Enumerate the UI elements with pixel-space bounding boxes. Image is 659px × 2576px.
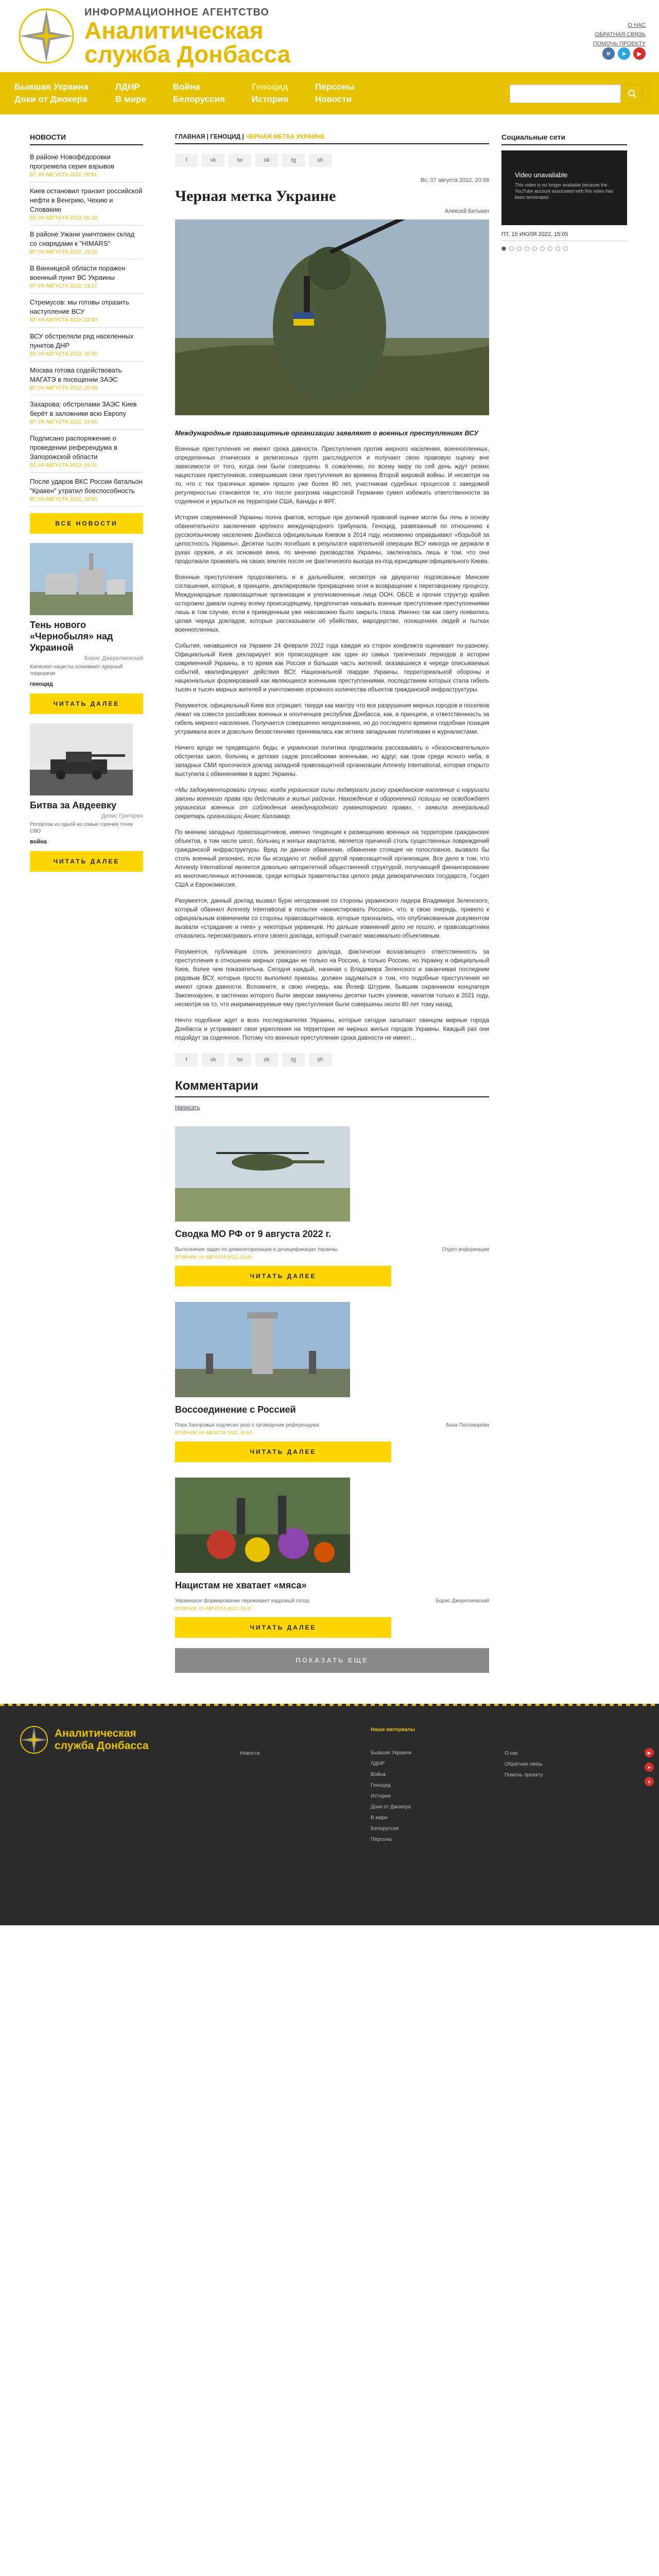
about-link[interactable]: О НАС — [628, 22, 646, 28]
show-more-button[interactable]: ПОКАЗАТЬ ЕЩЕ — [175, 1648, 489, 1673]
footer-material-link[interactable]: Доки от Джокера — [371, 1804, 411, 1810]
news-item-date: ВТ, 09 АВГУСТА 2022, 22:50 — [30, 317, 97, 323]
nav-war[interactable]: Война — [172, 82, 200, 92]
news-item[interactable] — [30, 148, 143, 182]
carousel-dot[interactable] — [501, 246, 506, 251]
carousel-dots — [501, 246, 627, 251]
footer-material-link[interactable]: История — [371, 1793, 391, 1799]
read-more-button[interactable]: ЧИТАТЬ ДАЛЕЕ — [175, 1617, 391, 1638]
article-column — [175, 133, 489, 1673]
news-item[interactable] — [30, 182, 143, 226]
footer-stripe — [0, 1704, 659, 1706]
news-item-title[interactable]: Киев остановил транзит российской нефти в Венгрию, Чехию и Словакию — [30, 187, 143, 213]
footer-material-link[interactable]: Геноцид — [371, 1783, 391, 1788]
news-item[interactable] — [30, 396, 143, 430]
footer-material-link[interactable]: В мире — [371, 1815, 388, 1821]
facebook-share-icon[interactable]: f — [175, 1053, 198, 1066]
youtube-icon[interactable]: ▶ — [633, 47, 646, 60]
news-list — [30, 148, 143, 507]
article-paragraph: По мнению западных правозащитников, именно тенденция к размещению военных на территории гражданских объектов, в том числе школ, больниц и жилых кварталов, является причиной столь существенных повреждений гражданской инфраструктуры. Вряд ли данное обвинение, обвинение стоящее не голословное, вызвало бы столь военный резонанс, если бы исходило от любой другой правозащитной организации. Все дело в том, что Amnesty International является довольно авторитетной общественной структурой, получающей финансирование из многочисленных источников, среди которых правительства целого ряда демократических государств, Госдеп США и Еврокомиссия. — [175, 829, 489, 888]
news-item[interactable] — [30, 294, 143, 328]
footer-col-about — [505, 1748, 543, 1781]
main-nav — [0, 72, 659, 114]
search-input[interactable] — [510, 84, 621, 103]
related-article-1 — [175, 1126, 489, 1286]
news-item-date: ВТ, 09 АВГУСТА 2022, 18:50 — [30, 497, 97, 502]
nav-ldnr[interactable]: ЛДНР — [115, 82, 140, 92]
footer-material-link[interactable]: ЛДНР — [371, 1761, 385, 1767]
related-image[interactable] — [175, 1302, 350, 1397]
feedback-link[interactable]: ОБРАТНАЯ СВЯЗЬ — [595, 31, 646, 38]
search-box — [510, 84, 644, 103]
news-item-title[interactable]: Захарова: обстрелами ЗАЭС Киев берёт в заложники всю Европу — [30, 400, 137, 417]
article-paragraph: Разумеется, официальный Киев все отрицает, твердя как мантру что все разрушения мирных городов и поселков лежат на совести российских военных и ополченцев республик Донбасса, как, в принципе, и ответственность за гибель мирного населения. Получается совершенно неоднозначно, но до последнего времени подобная позиция устраивала всех и довольно беззастенчиво принималась как истина западными политиками и журналистами. — [175, 703, 489, 735]
news-item-title[interactable]: Подписано распоряжение о проведении референдума в Запорожской области — [30, 434, 117, 461]
news-item-date: ВТ, 09 АВГУСТА 2022, 20:45 — [30, 351, 97, 357]
carousel-dot[interactable] — [517, 246, 522, 251]
footer — [0, 1704, 659, 1925]
news-item-title[interactable]: В Винницкой области поражен военный пункт ВС Украины — [30, 264, 126, 281]
read-more-button[interactable]: ЧИТАТЬ ДАЛЕЕ — [30, 851, 143, 872]
related-author: Отдел информации — [442, 1247, 489, 1252]
news-item[interactable] — [30, 362, 143, 396]
carousel-dot[interactable] — [532, 246, 537, 251]
youtube-icon[interactable]: ▶ — [645, 1748, 654, 1757]
news-item-title[interactable]: Москва готова содействовать МАГАТЭ в посещении ЗАЭС — [30, 366, 122, 383]
side-card-title[interactable]: Тень нового «Чернобыля» над Украиной — [30, 620, 113, 653]
related-summary: Пока Запорожья подписал указ о проведении референдума — [175, 1422, 319, 1428]
carousel-dot[interactable] — [556, 246, 560, 251]
footer-material-link[interactable]: Война — [371, 1772, 386, 1777]
read-more-button[interactable]: ЧИТАТЬ ДАЛЕЕ — [175, 1266, 391, 1286]
footer-materials-heading: Наши материалы — [371, 1727, 415, 1733]
donate-link[interactable]: ПОМОЧЬ ПРОЕКТУ — [593, 41, 646, 47]
news-item-title[interactable]: В районе Новофёдоровки прогремела серия взрывов — [30, 153, 114, 170]
related-article-3 — [175, 1478, 489, 1638]
vk-icon[interactable]: в — [645, 1777, 654, 1786]
logo-emblem-icon — [19, 1724, 49, 1755]
video-date: ПТ, 15 ИЮЛЯ 2022, 15:05 — [501, 231, 627, 241]
news-item[interactable] — [30, 473, 143, 507]
nav-ex-ukraine[interactable]: Бывшая Украина — [14, 82, 89, 92]
side-card-summary: Репортаж из одной из самых горячих точек СВО — [30, 822, 133, 834]
logo-title-1: Аналитическая — [84, 16, 264, 44]
footer-material-link[interactable]: Персоны — [371, 1837, 392, 1842]
news-item-date: ВТ, 09 АВГУСТА 2022, 19:31 — [30, 463, 97, 468]
related-summary: Украинское формирование переживает кадровый голод — [175, 1598, 309, 1604]
news-item-date: ВТ, 09 АВГУСТА 2022, 19:56 — [30, 419, 97, 425]
side-card-image[interactable] — [30, 723, 133, 795]
search-button[interactable] — [621, 84, 644, 103]
social-top — [602, 47, 646, 60]
vk-icon[interactable]: в — [602, 47, 615, 60]
news-item-date: ВТ, 09 АВГУСТА 2022, 00:51 — [30, 172, 97, 178]
article-paragraph: Ничего вроде не предвещало беды, и украинская политика продолжала рассказывать о «безосновательных» обстрелах школ, больниц и детских садов российскими военными, но вдруг, как гром среди ясного неба, в западных СМИ просочился доклад западной правозащитной организации Amnesty International, которая открыто выступила с обвинениями в адрес Украины. — [175, 745, 489, 777]
footer-material-link[interactable]: Белоруссия — [371, 1826, 399, 1832]
news-item-title[interactable]: ВСУ обстреляли ряд населенных пунктов ДНР — [30, 332, 134, 349]
site-logo[interactable] — [15, 5, 290, 67]
share-bar-top — [175, 154, 489, 167]
article-paragraph: Нечто подобное ждет в всех последователях Украины, которые сегодня засыпают свинцом мирные города Донбасса и устраивают свои укрепления на территории не мирных жилых городов Украины. Каждый раз они подойдут за содеянное. Потому что военные преступления срока давности не имеют… — [175, 1018, 489, 1041]
carousel-dot[interactable] — [540, 246, 545, 251]
article-paragraph: «Мы задокументировали случаи, когда украинские силы подвергали риску гражданское население и нарушали законы военного права при действиях в жилых районах. Нахождение в обороненной позиции не освобождает украинских военных от соблюдения международного гуманитарного права», - заявила генеральный секретарь организации Аниес Калламар. — [175, 787, 489, 820]
related-author: Борис Джерелиевский — [436, 1598, 489, 1604]
related-date: ВТОРНИК, 09 АВГУСТА 2022, 22:45 — [175, 1255, 252, 1260]
video-unavailable-text: This video is no longer available because the YouTube account associated with this video has been terminated. — [515, 182, 613, 200]
carousel-dot[interactable] — [509, 246, 514, 251]
nav-genocide[interactable]: Геноцид — [251, 82, 288, 92]
related-summary: Выполнение задач по демилитаризации и денацификации Украины — [175, 1247, 338, 1252]
vk-share-icon[interactable]: vk — [202, 1053, 224, 1066]
share-icon[interactable]: sh — [309, 154, 332, 167]
side-card-author: Денис Григорюк — [101, 813, 143, 819]
article-paragraph: Военные преступления продолжились и в дальнейшем, несмотря на двукратно подписанные Минские соглашения, которые, в принципе, декларировали прекращение огня и возвращение к переговорному процессу. Международные правозащитные организации и уполномоченные лица ООН, ОБСЕ и прочих структур крайне осторожно давали оценку всему происходящему, предпочитая называть военные преступления преступлениями лишь в том случае, если к приведенным уже невозможно было закрыть глаза. Именно так как свету появились целая череда докладов, которые рассказывали об убийствах, мародерстве, похищениях людей и пытках военнопленных. — [175, 574, 489, 633]
telegram-share-icon[interactable]: tg — [282, 154, 305, 167]
news-heading: НОВОСТИ — [30, 133, 143, 145]
related-image[interactable] — [175, 1478, 350, 1573]
news-item-date: ВТ, 09 АВГУСТА 2022, 23:17 — [30, 283, 97, 289]
left-sidebar — [30, 133, 143, 1673]
footer-logo[interactable] — [19, 1724, 149, 1755]
article-caption: Международные правозащитные организации заявляют о военных преступлениях ВСУ — [175, 429, 479, 437]
all-news-button[interactable]: ВСЕ НОВОСТИ — [30, 513, 143, 534]
comments-heading: Комментарии — [175, 1079, 489, 1097]
side-card-author: Борис Джерелиевский — [84, 655, 143, 662]
news-item[interactable] — [30, 430, 143, 473]
footer-logo-1: Аналитическая — [55, 1727, 136, 1739]
news-item-date: ВТ, 09 АВГУСТА 2022, 23:22 — [30, 249, 97, 255]
write-comment-link[interactable]: Написать — [175, 1105, 200, 1111]
related-image[interactable] — [175, 1126, 350, 1222]
related-date: ВТОРНИК, 09 АВГУСТА 2022, 20:52 — [175, 1430, 252, 1435]
twitter-share-icon[interactable]: tw — [229, 154, 251, 167]
nav-history[interactable]: История — [251, 94, 288, 104]
side-card-tag[interactable]: война — [30, 839, 47, 845]
footer-col-materials — [371, 1724, 415, 1845]
share-bar-bottom — [175, 1053, 489, 1066]
related-title[interactable]: Сводка МО РФ от 9 августа 2022 г. — [175, 1229, 332, 1239]
video-unavailable-title: Video unavailable — [515, 171, 568, 179]
nav-news[interactable]: Новости — [315, 94, 352, 104]
news-item-title[interactable]: Стремусов: мы готовы отразить наступление ВСУ — [30, 298, 129, 315]
logo-subtitle: ИНФОРМАЦИОННОЕ АГЕНТСТВО — [84, 6, 269, 18]
search-icon — [628, 89, 637, 98]
article-paragraph: Разумеется, данный доклад вызвал бурю негодования со стороны украинского лидера Владимира Зеленского, который обвинил Amnesty International в попытке «амнистировать Россию», что, в свою очередь, привело к официальным извинениям со стороны правозащитников, которые признались, что опубликованным документом вызвали «страдание и гнев» у некоторых украинцев. Но дальше извинений дело не пошло, и правозащитники отказались пересматривать итоги своего доклада, который считают максимально объективным. — [175, 898, 489, 939]
read-more-button[interactable]: ЧИТАТЬ ДАЛЕЕ — [175, 1442, 391, 1462]
right-sidebar — [501, 133, 627, 1673]
nav-persons[interactable]: Персоны — [315, 82, 355, 92]
article-title: Черная метка Украине — [175, 188, 336, 205]
news-item[interactable] — [30, 260, 143, 294]
footer-about-link[interactable]: Помочь проекту — [505, 1772, 543, 1778]
news-item-title[interactable]: После ударов ВКС России батальон "Кракен" утратил боеспособность — [30, 478, 143, 495]
news-item-date: ВТ, 09 АВГУСТА 2022, 00:18 — [30, 215, 97, 221]
crumb-home[interactable]: ГЛАВНАЯ — [175, 133, 205, 140]
footer-col-news — [240, 1748, 260, 1759]
crumb-genocide[interactable]: ГЕНОЦИД — [210, 133, 241, 140]
related-title[interactable]: Воссоединение с Россией — [175, 1404, 296, 1415]
news-item-date: ВТ, 09 АВГУСТА 2022, 20:38 — [30, 385, 97, 391]
side-card-summary: Киевские нацисты осваивают ядерный терроризм — [30, 664, 123, 676]
crumb-current: ЧЕРНАЯ МЕТКА УКРАИНЕ — [246, 133, 325, 140]
footer-news-link[interactable]: Новости — [240, 1751, 260, 1756]
article-paragraph: История современной Украины полна фактов, которые при должной правовой оценке могли бы лечь в основу обвинительного заключения крупного международного трибунала. Геноцид, развязанный по отношению к русскоязычному населению Донбасса официальным Киевом в 2014 году, неизменно оправдывают «борьбой за целостность Украины». Десятки тысяч погибших в результате карательной операции ВСУ никогда не держали в руках оружия, и их основная вина, по мнению руководства Украины, заключалась лишь в том, что они продолжали проживать на своих землях после не фактического выхода из-под юрисдикции официального Киева. — [175, 515, 489, 565]
logo-emblem — [15, 5, 77, 67]
side-card-tag[interactable]: геноцид — [30, 681, 53, 687]
news-item-title[interactable]: В районе Ужани уничтожен склад со снарядами к "HIMARS" — [30, 230, 135, 247]
article-body — [175, 445, 489, 1043]
article-paragraph: Военные преступления не имеют срока давности. Преступления против мирного населения, военнопленных, определенных этнических и религиозных групп расследуются и получают свою правовую оценку вне зависимости от того, когда они были совершены. К сожалению, по всему миру по сей день ждут резких нацистских преступников, совершивших свои преступления во времена Второй мировой войны. И несмотря на то, что с тех трагичных времен прошло уже более 80 лет, участникам судебных процессов с заведомой регулярностью становятся те, кто после разгрома нацистской Германии сумел избежать ответственности за содеянное и укрыться на территории США, Канады и ФРГ. — [175, 446, 489, 505]
news-item[interactable] — [30, 328, 143, 362]
video-embed[interactable] — [501, 150, 627, 225]
article-hero-image — [175, 219, 489, 415]
side-card-title[interactable]: Битва за Авдеевку — [30, 800, 116, 810]
nav-joker-docs[interactable]: Доки от Джокера — [14, 94, 88, 104]
footer-logo-2: служба Донбасса — [55, 1740, 149, 1752]
telegram-icon[interactable]: ➤ — [645, 1762, 654, 1772]
related-title[interactable]: Нацистам не хватает «мяса» — [175, 1580, 307, 1590]
article-paragraph: Разумеется, публикация столь резонансного доклада, фактически возлагающего ответственность за преступления в отношении мирных граждан не только на Россию, а только Россию, но Украину и официальный Киев, более чем показательна. Сегодня каждый, начиная с Владимира Зеленского и заканчивая последним рядовым ВСУ, которые просто выполнял приказы, должен задуматься о том, что подобные преступления не имеют срока давности. Вспомните, в свою очередь, как Йозеф Штурим, бывшим охранником концлагеря Заксенхаузен, в застенках которого были зверски замучены десятки тысяч узников, начатом только в 2021 году, несмотря на то, что инкриминируемые ему преступления были совершены около 80 лет тому назад. — [175, 949, 489, 1008]
ok-share-icon[interactable]: ok — [255, 1053, 278, 1066]
related-author: Анна Поломарёва — [445, 1422, 489, 1428]
read-more-button[interactable]: ЧИТАТЬ ДАЛЕЕ — [30, 693, 143, 714]
side-card-image[interactable] — [30, 543, 133, 615]
header — [0, 0, 659, 72]
footer-about-link[interactable]: О нас — [505, 1751, 518, 1756]
carousel-dot[interactable] — [548, 246, 552, 251]
news-item[interactable] — [30, 226, 143, 260]
telegram-share-icon[interactable]: tg — [282, 1053, 305, 1066]
article-paragraph: События, начавшиеся на Украине 24 февраля 2022 года каждая из сторон конфликта оценивает по-разному. Официальный Киев декларирует все происходящее как один из самых трагических периодов в истории современной Украины, в то время как Россия и большая часть жителей, оказавшиеся в череде описываемых событий, квалифицируют действия ВСУ, Национальной гвардии Украины, территориальной обороны и национальных формирований как являющиеся военными преступлениями, последствием которых стала гибель тысяч и тысяч мирных жителей и уничтожение огромного количества объектов гражданской инфраструктуры. — [175, 643, 489, 693]
social-heading: Социальные сети — [501, 133, 627, 145]
side-card-1 — [30, 543, 143, 714]
top-links — [593, 21, 646, 48]
footer-material-link[interactable]: Бывшая Украина — [371, 1750, 411, 1756]
nav-world[interactable]: В мире — [115, 94, 146, 104]
article-date: Вс, 07 августа 2022, 20:58 — [420, 177, 489, 183]
telegram-icon[interactable]: ➤ — [618, 47, 630, 60]
article-author[interactable]: Алексей Бетькин — [444, 208, 489, 214]
nav-belarus[interactable]: Белоруссия — [172, 94, 225, 104]
logo-title-2: служба Донбасса — [84, 40, 291, 67]
footer-social — [645, 1748, 654, 1786]
footer-about-link[interactable]: Обратная связь — [505, 1761, 543, 1767]
carousel-dot[interactable] — [525, 246, 529, 251]
related-article-2 — [175, 1302, 489, 1462]
breadcrumb: ГЛАВНАЯ | ГЕНОЦИД | ЧЕРНАЯ МЕТКА УКРАИНЕ — [175, 133, 489, 144]
carousel-dot[interactable] — [563, 246, 568, 251]
twitter-share-icon[interactable]: tw — [229, 1053, 251, 1066]
share-icon[interactable]: sh — [309, 1053, 332, 1066]
vk-share-icon[interactable]: vk — [202, 154, 224, 167]
ok-share-icon[interactable]: ok — [255, 154, 278, 167]
related-date: ВТОРНИК, 09 АВГУСТА 2022, 16:47 — [175, 1606, 252, 1611]
facebook-share-icon[interactable]: f — [175, 154, 198, 167]
side-card-2 — [30, 723, 143, 872]
